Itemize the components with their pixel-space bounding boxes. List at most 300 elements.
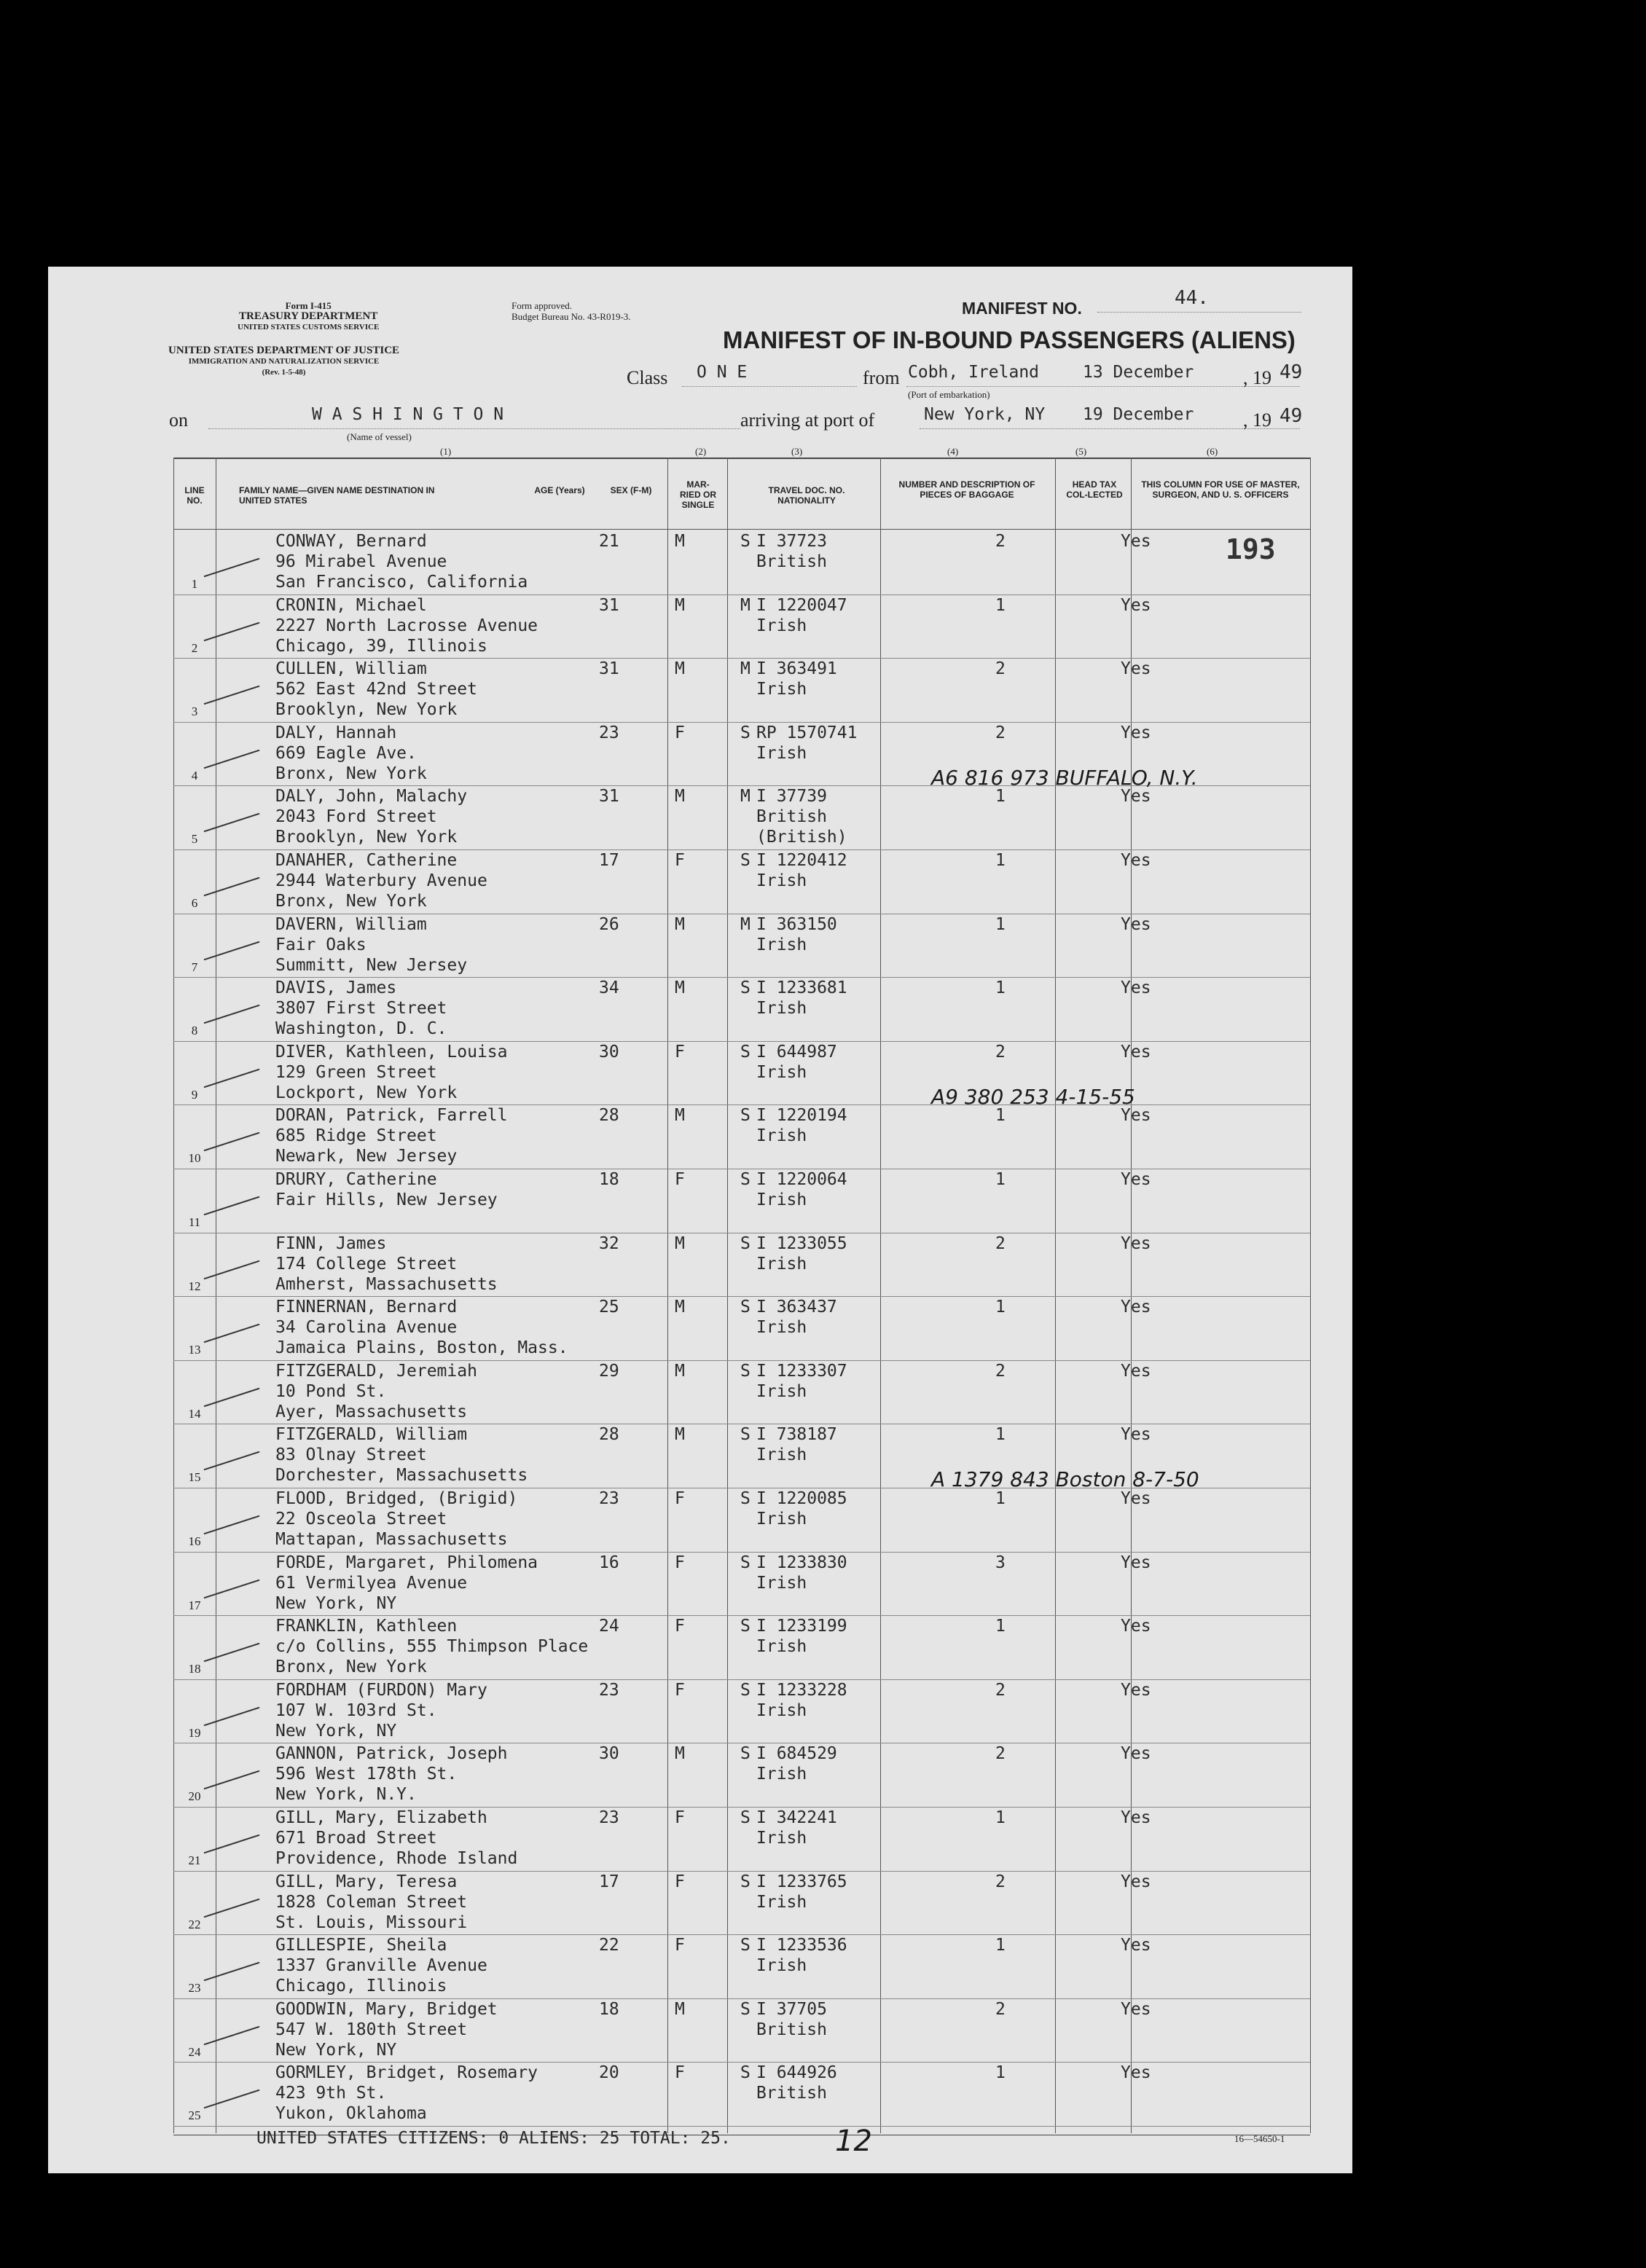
- destination-city: Ayer, Massachusetts: [275, 1402, 468, 1421]
- passenger-name: GORMLEY, Bridget, Rosemary: [275, 2063, 538, 2083]
- nationality: Irish: [756, 1510, 807, 1529]
- table-row: [173, 785, 1310, 850]
- table-row: [173, 1998, 1310, 2063]
- destination-city: Brooklyn, New York: [275, 700, 458, 720]
- destination-city: Jamaica Plains, Boston, Mass.: [275, 1338, 568, 1358]
- travel-doc-no: I 644987: [756, 1042, 837, 1062]
- head-tax: Yes: [1121, 1361, 1151, 1381]
- head-tax: Yes: [1121, 1872, 1151, 1891]
- nationality: Irish: [756, 871, 807, 890]
- col-head-officers: THIS COLUMN FOR USE OF MASTER, SURGEON, AND U. S. OFFICERS: [1141, 479, 1300, 500]
- head-tax: Yes: [1121, 2063, 1151, 2083]
- table-row: [173, 914, 1310, 978]
- marital-value: M: [740, 787, 751, 807]
- sex-value: F: [675, 1617, 685, 1636]
- check-mark: [204, 621, 260, 641]
- arriving-label: arriving at port of: [740, 409, 875, 431]
- destination-city: New York, N.Y.: [275, 1785, 417, 1805]
- age-value: 31: [599, 595, 619, 615]
- age-value: 30: [599, 1744, 619, 1764]
- age-value: 17: [599, 1872, 619, 1891]
- baggage-count: 2: [995, 532, 1006, 551]
- table-row: [173, 1360, 1310, 1425]
- table-row: [173, 530, 1310, 595]
- destination-city: Mattapan, Massachusetts: [275, 1530, 508, 1549]
- line-number: 18: [188, 1662, 201, 1676]
- handwritten-annotation: A 1379 843 Boston 8-7-50: [931, 1467, 1199, 1492]
- nationality: Irish: [756, 1062, 807, 1082]
- passenger-name: FLOOD, Bridged, (Brigid): [275, 1489, 518, 1508]
- age-value: 20: [599, 2063, 619, 2083]
- baggage-count: 2: [995, 1872, 1006, 1891]
- age-value: 31: [599, 659, 619, 679]
- travel-doc-no: I 363491: [756, 659, 837, 679]
- head-tax: Yes: [1121, 532, 1151, 551]
- check-mark: [204, 877, 260, 897]
- baggage-count: 2: [995, 1233, 1006, 1253]
- marital-value: S: [740, 1744, 751, 1764]
- totals-line: UNITED STATES CITIZENS: 0 ALIENS: 25 TOTAL: 25.: [256, 2129, 731, 2148]
- head-tax: Yes: [1121, 1999, 1151, 2019]
- head-tax: Yes: [1121, 1233, 1151, 1253]
- col-head-age: AGE (Years): [534, 485, 585, 495]
- sex-value: M: [675, 1361, 685, 1381]
- sex-value: M: [675, 659, 685, 679]
- age-value: 23: [599, 1680, 619, 1700]
- line-number: 22: [188, 1917, 201, 1931]
- head-tax: Yes: [1121, 914, 1151, 934]
- table-row: [173, 722, 1310, 790]
- from-label: from: [863, 367, 900, 388]
- age-value: 29: [599, 1361, 619, 1381]
- age-value: 25: [599, 1298, 619, 1317]
- nationality: Irish: [756, 1892, 807, 1912]
- destination-street: 2043 Ford Street: [275, 807, 437, 827]
- baggage-count: 1: [995, 787, 1006, 807]
- nationality: Irish: [756, 680, 807, 699]
- baggage-count: 1: [995, 1489, 1006, 1508]
- marital-value: S: [740, 1361, 751, 1381]
- nationality: Irish: [756, 1445, 807, 1465]
- check-mark: [204, 1132, 260, 1152]
- arrival-port: New York, NY: [924, 405, 1046, 424]
- passenger-name: GILLESPIE, Sheila: [275, 1936, 447, 1955]
- check-mark: [204, 1068, 260, 1088]
- column-number: (6): [1207, 446, 1218, 457]
- nationality: Irish: [756, 999, 807, 1019]
- line-number: 12: [188, 1279, 201, 1293]
- baggage-count: 2: [995, 1680, 1006, 1700]
- line-number: 4: [191, 768, 198, 782]
- destination-city: Newark, New Jersey: [275, 1147, 458, 1166]
- travel-doc-no: I 738187: [756, 1425, 837, 1445]
- destination-street: 671 Broad Street: [275, 1829, 437, 1848]
- marital-value: S: [740, 1106, 751, 1126]
- sex-value: M: [675, 787, 685, 807]
- passenger-name: DRURY, Catherine: [275, 1170, 437, 1189]
- col-head-tax: HEAD TAX COL-LECTED: [1066, 479, 1123, 500]
- baggage-count: 1: [995, 2063, 1006, 2083]
- col-head-sex: SEX (F-M): [610, 485, 652, 495]
- destination-city: Lockport, New York: [275, 1083, 458, 1102]
- baggage-count: 2: [995, 659, 1006, 679]
- form-number: 16—54650-1: [1234, 2133, 1285, 2144]
- sex-value: F: [675, 723, 685, 742]
- embark-year: 49: [1279, 361, 1303, 383]
- marital-value: S: [740, 1170, 751, 1189]
- sex-value: F: [675, 2063, 685, 2083]
- destination-city: Washington, D. C.: [275, 1019, 447, 1039]
- nationality-note: (British): [756, 828, 847, 847]
- destination-street: 669 Eagle Ave.: [275, 743, 417, 763]
- travel-doc-no: I 1233055: [756, 1233, 847, 1253]
- destination-street: Fair Hills, New Jersey: [275, 1190, 498, 1209]
- sex-value: F: [675, 1808, 685, 1827]
- baggage-count: 2: [995, 1999, 1006, 2019]
- sex-value: M: [675, 1298, 685, 1317]
- nationality: Irish: [756, 1829, 807, 1848]
- head-tax: Yes: [1121, 1808, 1151, 1827]
- line-number: 13: [188, 1343, 201, 1357]
- destination-street: 596 West 178th St.: [275, 1765, 458, 1784]
- table-row: [173, 1807, 1310, 1872]
- baggage-count: 2: [995, 723, 1006, 742]
- table-row: [173, 1104, 1310, 1169]
- line-number: 15: [188, 1470, 201, 1485]
- travel-doc-no: I 363150: [756, 914, 837, 934]
- sex-value: M: [675, 1106, 685, 1126]
- destination-city: Yukon, Oklahoma: [275, 2104, 427, 2124]
- travel-doc-no: I 1220085: [756, 1489, 847, 1508]
- age-value: 21: [599, 532, 619, 551]
- age-value: 23: [599, 1489, 619, 1508]
- head-tax: Yes: [1121, 1170, 1151, 1189]
- marital-value: S: [740, 723, 751, 742]
- head-tax: Yes: [1121, 1042, 1151, 1062]
- vessel-name: W A S H I N G T O N: [312, 405, 504, 424]
- line-number: 24: [188, 2044, 201, 2059]
- travel-doc-no: I 1233830: [756, 1553, 847, 1572]
- baggage-count: 1: [995, 1170, 1006, 1189]
- destination-city: New York, NY: [275, 1721, 397, 1741]
- arrival-date: 19 December: [1083, 405, 1194, 424]
- manifest-sheet: [48, 267, 1352, 2173]
- marital-value: S: [740, 1936, 751, 1955]
- check-mark: [204, 1898, 260, 1918]
- check-mark: [204, 1962, 260, 1982]
- manifest-number: 44.: [1175, 287, 1209, 309]
- col-head-line: LINE NO.: [184, 485, 205, 506]
- line-number: 10: [188, 1151, 201, 1166]
- marital-value: S: [740, 1425, 751, 1445]
- passenger-name: GILL, Mary, Teresa: [275, 1872, 458, 1891]
- passenger-name: FITZGERALD, William: [275, 1425, 468, 1445]
- line-number: 17: [188, 1598, 201, 1612]
- head-tax: Yes: [1121, 1553, 1151, 1572]
- baggage-count: 1: [995, 1425, 1006, 1445]
- destination-city: New York, NY: [275, 2040, 397, 2060]
- line-number: 5: [191, 832, 198, 847]
- destination-street: 423 9th St.: [275, 2084, 387, 2103]
- passenger-name: DIVER, Kathleen, Louisa: [275, 1042, 508, 1062]
- marital-value: S: [740, 1617, 751, 1636]
- check-mark: [204, 1835, 260, 1854]
- destination-street: 562 East 42nd Street: [275, 680, 477, 699]
- age-value: 17: [599, 851, 619, 870]
- year-prefix-2: , 19: [1243, 409, 1271, 431]
- form-block: Form I-415 TREASURY DEPARTMENT UNITED STATES CUSTOMS SERVICE: [238, 300, 380, 331]
- destination-street: c/o Collins, 555 Thimpson Place: [275, 1637, 589, 1657]
- head-tax: Yes: [1121, 851, 1151, 870]
- check-mark: [204, 2090, 260, 2109]
- head-tax: Yes: [1121, 1425, 1151, 1445]
- destination-city: Summitt, New Jersey: [275, 955, 468, 975]
- table-row: [173, 1615, 1310, 1680]
- sex-value: M: [675, 595, 685, 615]
- head-tax: Yes: [1121, 595, 1151, 615]
- baggage-count: 3: [995, 1553, 1006, 1572]
- age-value: 28: [599, 1106, 619, 1126]
- destination-street: 174 College Street: [275, 1254, 458, 1274]
- destination-street: 107 W. 103rd St.: [275, 1700, 437, 1720]
- head-tax: Yes: [1121, 723, 1151, 742]
- head-tax: Yes: [1121, 1744, 1151, 1764]
- sex-value: M: [675, 1744, 685, 1764]
- on-label: on: [169, 409, 188, 431]
- travel-doc-no: I 1233307: [756, 1361, 847, 1381]
- destination-street: 83 Olnay Street: [275, 1445, 427, 1465]
- nationality: Irish: [756, 1956, 807, 1976]
- marital-value: S: [740, 978, 751, 998]
- nationality: British: [756, 807, 827, 827]
- line-number: 1: [191, 577, 198, 591]
- passenger-name: GANNON, Patrick, Joseph: [275, 1744, 508, 1764]
- marital-value: M: [740, 914, 751, 934]
- age-value: 22: [599, 1936, 619, 1955]
- check-mark: [204, 1643, 260, 1663]
- marital-value: S: [740, 851, 751, 870]
- nationality: Irish: [756, 1190, 807, 1209]
- sex-value: F: [675, 851, 685, 870]
- vessel-caption: (Name of vessel): [347, 431, 412, 442]
- travel-doc-no: I 1233681: [756, 978, 847, 998]
- line-number: 23: [188, 1981, 201, 1996]
- passenger-name: FINN, James: [275, 1233, 387, 1253]
- nationality: Irish: [756, 1126, 807, 1146]
- sex-value: M: [675, 532, 685, 551]
- travel-doc-no: I 363437: [756, 1298, 837, 1317]
- head-tax: Yes: [1121, 1106, 1151, 1126]
- destination-city: Providence, Rhode Island: [275, 1849, 518, 1868]
- marital-value: S: [740, 1680, 751, 1700]
- travel-doc-no: I 37723: [756, 532, 827, 551]
- destination-city: Chicago, 39, Illinois: [275, 636, 487, 656]
- passenger-name: GILL, Mary, Elizabeth: [275, 1808, 487, 1827]
- age-value: 26: [599, 914, 619, 934]
- marital-value: M: [740, 595, 751, 615]
- line-number: 7: [191, 960, 198, 974]
- baggage-count: 1: [995, 1808, 1006, 1827]
- vessel-line: [208, 428, 740, 429]
- embark-date: 13 December: [1083, 363, 1194, 382]
- table-row: [173, 2062, 1310, 2127]
- baggage-count: 2: [995, 1042, 1006, 1062]
- destination-street: 547 W. 180th Street: [275, 2020, 468, 2039]
- class-label: Class: [627, 367, 668, 388]
- nationality: British: [756, 2020, 827, 2039]
- header-rule: [173, 529, 1310, 530]
- table-row: [173, 1488, 1310, 1553]
- manifest-number-label: MANIFEST NO.: [962, 299, 1082, 318]
- baggage-count: 1: [995, 914, 1006, 934]
- sex-value: M: [675, 914, 685, 934]
- table-row: [173, 1934, 1310, 1999]
- passenger-name: FRANKLIN, Kathleen: [275, 1617, 458, 1636]
- check-mark: [204, 1387, 260, 1407]
- baggage-count: 1: [995, 1106, 1006, 1126]
- line-number: 21: [188, 1853, 201, 1867]
- line-number: 2: [191, 640, 198, 655]
- marital-value: S: [740, 1999, 751, 2019]
- destination-street: 22 Osceola Street: [275, 1510, 447, 1529]
- check-mark: [204, 1451, 260, 1471]
- table-row: [173, 595, 1310, 659]
- nationality: Irish: [756, 1637, 807, 1657]
- marital-value: S: [740, 2063, 751, 2083]
- table-row: [173, 1296, 1310, 1361]
- table-row: [173, 849, 1310, 914]
- head-tax: Yes: [1121, 1489, 1151, 1508]
- passenger-name: DANAHER, Catherine: [275, 851, 458, 870]
- destination-street: 685 Ridge Street: [275, 1126, 437, 1146]
- sex-value: F: [675, 1872, 685, 1891]
- travel-doc-no: I 1220047: [756, 595, 847, 615]
- class-line: [682, 386, 857, 387]
- destination-city: Brooklyn, New York: [275, 828, 458, 847]
- age-value: 34: [599, 978, 619, 998]
- line-number: 16: [188, 1534, 201, 1548]
- col-head-travel: TRAVEL DOC. NO. NATIONALITY: [768, 485, 845, 506]
- travel-doc-no: I 1220412: [756, 851, 847, 870]
- sex-value: M: [675, 1425, 685, 1445]
- nationality: Irish: [756, 1700, 807, 1720]
- destination-street: 2944 Waterbury Avenue: [275, 871, 487, 890]
- destination-city: Bronx, New York: [275, 1657, 427, 1677]
- check-mark: [204, 558, 260, 578]
- approval-block: Form approved. Budget Bureau No. 43-R019-3.: [512, 300, 631, 322]
- destination-city: Chicago, Illinois: [275, 1977, 447, 1996]
- nationality: Irish: [756, 1381, 807, 1401]
- baggage-count: 1: [995, 1936, 1006, 1955]
- table-row: [173, 1743, 1310, 1808]
- passenger-name: CRONIN, Michael: [275, 595, 427, 615]
- officer-stamp: 193: [1226, 533, 1276, 565]
- marital-value: S: [740, 1298, 751, 1317]
- destination-city: Dorchester, Massachusetts: [275, 1466, 528, 1486]
- destination-street: 10 Pond St.: [275, 1381, 387, 1401]
- baggage-count: 1: [995, 595, 1006, 615]
- table-row: [173, 1424, 1310, 1492]
- column-number: (2): [695, 446, 707, 457]
- destination-city: Amherst, Massachusetts: [275, 1274, 498, 1294]
- line-number: 19: [188, 1725, 201, 1740]
- table-row: [173, 1871, 1310, 1936]
- sex-value: M: [675, 1233, 685, 1253]
- age-value: 16: [599, 1553, 619, 1572]
- sex-value: F: [675, 1553, 685, 1572]
- table-row: [173, 658, 1310, 723]
- passenger-name: CULLEN, William: [275, 659, 427, 679]
- nationality: Irish: [756, 616, 807, 635]
- baggage-count: 1: [995, 1617, 1006, 1636]
- passenger-name: CONWAY, Bernard: [275, 532, 427, 551]
- nationality: Irish: [756, 1765, 807, 1784]
- travel-doc-no: I 684529: [756, 1744, 837, 1764]
- handwritten-mark: 12: [835, 2124, 872, 2158]
- line-number: 25: [188, 2108, 201, 2123]
- baggage-count: 2: [995, 1361, 1006, 1381]
- check-mark: [204, 1196, 260, 1216]
- age-value: 23: [599, 723, 619, 742]
- col-head-name: FAMILY NAME—GIVEN NAME DESTINATION IN UNITED STATES: [239, 485, 435, 506]
- travel-doc-no: I 37705: [756, 1999, 827, 2019]
- destination-street: 3807 First Street: [275, 999, 447, 1019]
- passenger-name: FITZGERALD, Jeremiah: [275, 1361, 477, 1381]
- destination-city: Bronx, New York: [275, 764, 427, 783]
- column-rule: [1310, 458, 1311, 2133]
- destination-street: 2227 North Lacrosse Avenue: [275, 616, 538, 635]
- destination-city: Bronx, New York: [275, 892, 427, 911]
- table-row: [173, 1233, 1310, 1298]
- table-row: [173, 1169, 1310, 1233]
- passenger-name: GOODWIN, Mary, Bridget: [275, 1999, 498, 2019]
- age-value: 23: [599, 1808, 619, 1827]
- travel-doc-no: I 644926: [756, 2063, 837, 2083]
- table-row: [173, 977, 1310, 1042]
- marital-value: S: [740, 1233, 751, 1253]
- check-mark: [204, 941, 260, 960]
- embark-caption: (Port of embarkation): [908, 389, 990, 400]
- line-number: 6: [191, 896, 198, 910]
- passenger-name: DALY, Hannah: [275, 723, 397, 742]
- travel-doc-no: I 1220064: [756, 1170, 847, 1189]
- column-number: (5): [1075, 446, 1087, 457]
- sex-value: M: [675, 1999, 685, 2019]
- line-number: 3: [191, 705, 198, 719]
- sex-value: F: [675, 1489, 685, 1508]
- passenger-name: DORAN, Patrick, Farrell: [275, 1106, 508, 1126]
- marital-value: S: [740, 1553, 751, 1572]
- destination-street: 1828 Coleman Street: [275, 1892, 468, 1912]
- nationality: British: [756, 2084, 827, 2103]
- check-mark: [204, 1260, 260, 1279]
- age-value: 32: [599, 1233, 619, 1253]
- passenger-name: FINNERNAN, Bernard: [275, 1298, 458, 1317]
- nationality: Irish: [756, 1573, 807, 1593]
- age-value: 31: [599, 787, 619, 807]
- age-value: 18: [599, 1999, 619, 2019]
- baggage-count: 1: [995, 851, 1006, 870]
- table-row: [173, 1041, 1310, 1109]
- check-mark: [204, 1770, 260, 1790]
- head-tax: Yes: [1121, 659, 1151, 679]
- age-value: 24: [599, 1617, 619, 1636]
- check-mark: [204, 686, 260, 705]
- destination-street: 129 Green Street: [275, 1062, 437, 1082]
- marital-value: S: [740, 1872, 751, 1891]
- column-number: (1): [440, 446, 452, 457]
- passenger-name: DAVIS, James: [275, 978, 397, 998]
